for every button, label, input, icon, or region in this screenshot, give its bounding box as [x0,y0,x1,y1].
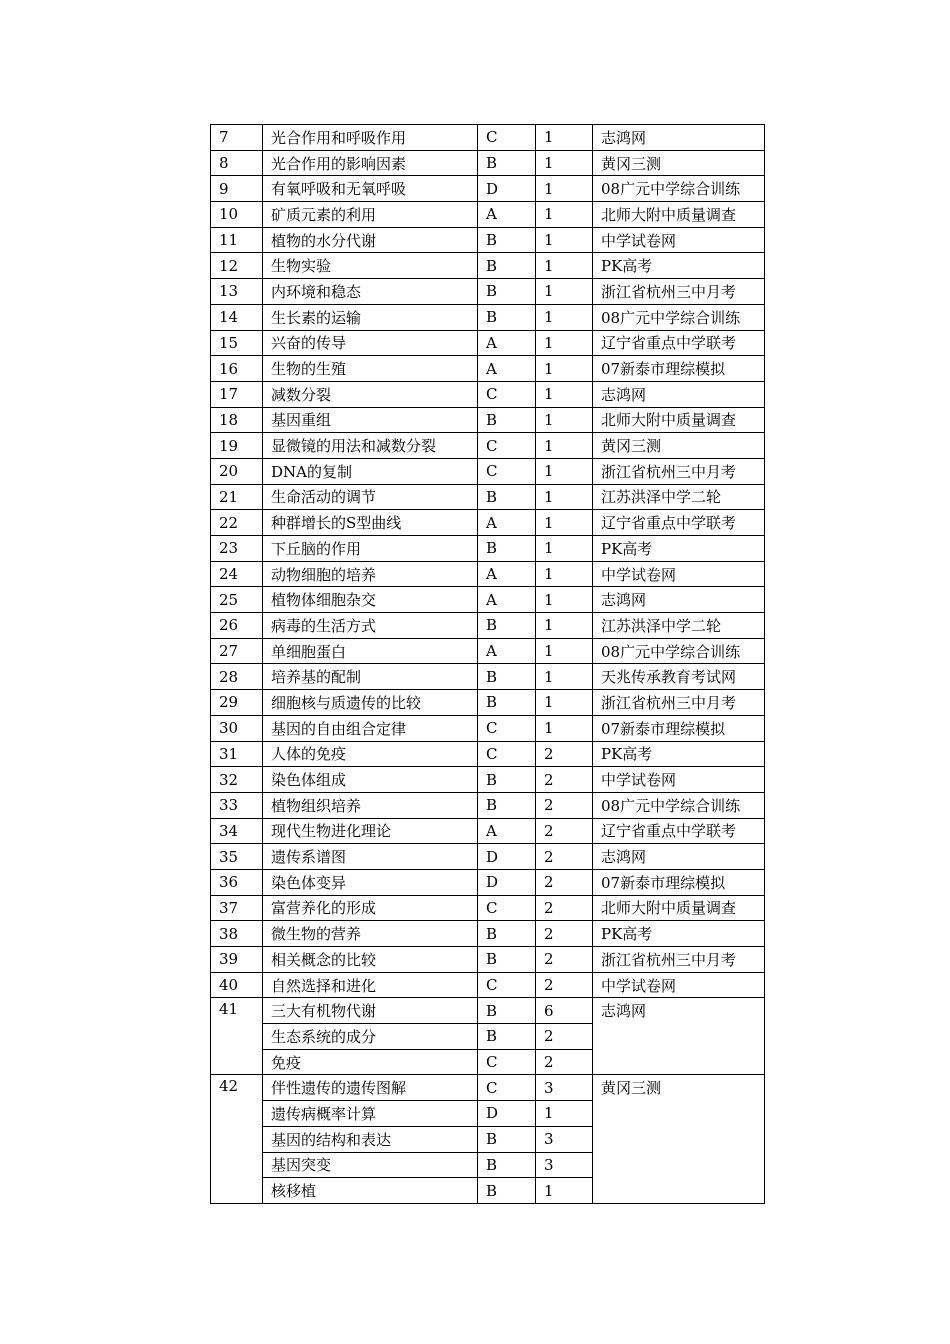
question-number-cell: 26 [211,613,263,639]
topic-cell: 基因的结构和表达 [263,1126,478,1152]
table-row [211,587,765,613]
source-cell: 江苏洪泽中学二轮 [593,484,765,510]
source-cell: 中学试卷网 [593,767,765,793]
topic-cell: 基因的自由组合定律 [263,715,478,741]
topic-cell: 免疫 [263,1049,478,1075]
source-cell: 志鸿网 [593,125,765,151]
source-cell: PK高考 [593,253,765,279]
topic-cell: 染色体组成 [263,767,478,793]
answer-cell: A [478,638,536,664]
answer-cell: B [478,407,536,433]
source-cell: 08广元中学综合训练 [593,638,765,664]
source-cell: 黄冈三测 [593,1075,765,1203]
question-number-cell: 29 [211,690,263,716]
source-cell: PK高考 [593,921,765,947]
score-cell: 1 [536,253,593,279]
table-row [211,947,765,973]
table-row [211,202,765,228]
question-number-cell: 39 [211,947,263,973]
answer-cell: D [478,869,536,895]
score-cell: 1 [536,433,593,459]
score-cell: 1 [536,613,593,639]
table-row [211,484,765,510]
source-cell: 志鸿网 [593,998,765,1075]
topic-cell: 植物的水分代谢 [263,227,478,253]
question-number-cell: 31 [211,741,263,767]
table-row [211,869,765,895]
question-number-cell: 22 [211,510,263,536]
score-cell: 1 [536,176,593,202]
topic-cell: 核移植 [263,1178,478,1204]
score-cell: 1 [536,587,593,613]
question-number-cell: 11 [211,227,263,253]
question-number-cell: 35 [211,844,263,870]
score-cell: 1 [536,150,593,176]
question-number-cell: 9 [211,176,263,202]
answer-cell: A [478,510,536,536]
table-row [211,998,765,1024]
table-row [211,381,765,407]
score-cell: 2 [536,947,593,973]
score-cell: 1 [536,484,593,510]
question-number-cell: 14 [211,304,263,330]
question-number-cell: 12 [211,253,263,279]
topic-cell: 基因重组 [263,407,478,433]
score-cell: 3 [536,1075,593,1101]
question-number-cell: 32 [211,767,263,793]
answer-cell: B [478,150,536,176]
table-row [211,279,765,305]
question-number-cell: 30 [211,715,263,741]
score-cell: 2 [536,741,593,767]
source-cell: 北师大附中质量调查 [593,895,765,921]
answer-cell: C [478,381,536,407]
topic-cell: 染色体变异 [263,869,478,895]
answer-cell: C [478,972,536,998]
source-cell: 浙江省杭州三中月考 [593,690,765,716]
answer-cell: B [478,792,536,818]
table-row [211,330,765,356]
source-cell: 北师大附中质量调查 [593,407,765,433]
question-number-cell: 13 [211,279,263,305]
topic-cell: 内环境和稳态 [263,279,478,305]
answer-cell: B [478,227,536,253]
source-cell: 08广元中学综合训练 [593,792,765,818]
question-number-cell: 10 [211,202,263,228]
source-cell: 08广元中学综合训练 [593,176,765,202]
table-row [211,715,765,741]
score-cell: 1 [536,125,593,151]
answer-cell: C [478,433,536,459]
table-row [211,844,765,870]
topic-cell: 三大有机物代谢 [263,998,478,1024]
question-table [210,124,765,1204]
source-cell: 08广元中学综合训练 [593,304,765,330]
question-number-cell: 20 [211,458,263,484]
table-row [211,561,765,587]
score-cell: 1 [536,227,593,253]
answer-cell: C [478,1049,536,1075]
question-number-cell: 8 [211,150,263,176]
answer-cell: B [478,1178,536,1204]
topic-cell: 自然选择和进化 [263,972,478,998]
source-cell: 辽宁省重点中学联考 [593,330,765,356]
score-cell: 6 [536,998,593,1024]
topic-cell: 光合作用和呼吸作用 [263,125,478,151]
source-cell: 中学试卷网 [593,972,765,998]
score-cell: 1 [536,510,593,536]
table-row [211,972,765,998]
score-cell: 1 [536,458,593,484]
question-number-cell: 25 [211,587,263,613]
score-cell: 2 [536,1024,593,1050]
score-cell: 2 [536,972,593,998]
question-table-body [211,125,765,1204]
topic-cell: 基因突变 [263,1152,478,1178]
answer-cell: D [478,176,536,202]
question-number-cell: 21 [211,484,263,510]
source-cell: 辽宁省重点中学联考 [593,510,765,536]
answer-cell: D [478,1101,536,1127]
source-cell: 浙江省杭州三中月考 [593,279,765,305]
topic-cell: 减数分裂 [263,381,478,407]
answer-cell: B [478,1152,536,1178]
answer-cell: B [478,1126,536,1152]
answer-cell: A [478,202,536,228]
topic-cell: 伴性遗传的遗传图解 [263,1075,478,1101]
table-row [211,613,765,639]
topic-cell: 动物细胞的培养 [263,561,478,587]
answer-cell: B [478,304,536,330]
topic-cell: 生物的生殖 [263,356,478,382]
question-number-cell: 18 [211,407,263,433]
score-cell: 2 [536,818,593,844]
table-row [211,253,765,279]
topic-cell: 有氧呼吸和无氧呼吸 [263,176,478,202]
table-row [211,458,765,484]
source-cell: 志鸿网 [593,587,765,613]
score-cell: 1 [536,330,593,356]
table-row [211,227,765,253]
question-number-cell: 23 [211,536,263,562]
score-cell: 1 [536,638,593,664]
score-cell: 1 [536,715,593,741]
question-number-cell: 34 [211,818,263,844]
topic-cell: 生命活动的调节 [263,484,478,510]
question-number-cell: 24 [211,561,263,587]
answer-cell: C [478,458,536,484]
source-cell: 天兆传承教育考试网 [593,664,765,690]
source-cell: PK高考 [593,741,765,767]
answer-cell: B [478,484,536,510]
source-cell: 志鸿网 [593,844,765,870]
answer-cell: C [478,741,536,767]
topic-cell: 现代生物进化理论 [263,818,478,844]
source-cell: 07新泰市理综模拟 [593,869,765,895]
topic-cell: 单细胞蛋白 [263,638,478,664]
answer-cell: B [478,536,536,562]
table-row [211,150,765,176]
question-number-cell: 38 [211,921,263,947]
answer-cell: B [478,767,536,793]
score-cell: 1 [536,202,593,228]
table-row [211,1075,765,1101]
answer-cell: B [478,664,536,690]
score-cell: 1 [536,356,593,382]
question-number-cell: 17 [211,381,263,407]
source-cell: 中学试卷网 [593,561,765,587]
topic-cell: 矿质元素的利用 [263,202,478,228]
topic-cell: 植物体细胞杂交 [263,587,478,613]
table-row [211,176,765,202]
table-row [211,125,765,151]
topic-cell: 生物实验 [263,253,478,279]
topic-cell: 兴奋的传导 [263,330,478,356]
answer-cell: C [478,1075,536,1101]
answer-cell: C [478,715,536,741]
table-row [211,818,765,844]
answer-cell: A [478,587,536,613]
table-row [211,792,765,818]
table-row [211,638,765,664]
question-number-cell: 36 [211,869,263,895]
answer-cell: A [478,561,536,587]
topic-cell: 植物组织培养 [263,792,478,818]
topic-cell: 显微镜的用法和减数分裂 [263,433,478,459]
table-row [211,895,765,921]
question-number-cell: 28 [211,664,263,690]
question-number-cell: 42 [211,1075,263,1203]
question-number-cell: 19 [211,433,263,459]
table-row [211,407,765,433]
question-number-cell: 40 [211,972,263,998]
score-cell: 3 [536,1126,593,1152]
topic-cell: 细胞核与质遗传的比较 [263,690,478,716]
score-cell: 2 [536,767,593,793]
answer-cell: B [478,1024,536,1050]
table-row [211,741,765,767]
answer-cell: B [478,998,536,1024]
source-cell: 北师大附中质量调查 [593,202,765,228]
topic-cell: 培养基的配制 [263,664,478,690]
score-cell: 1 [536,690,593,716]
question-number-cell: 15 [211,330,263,356]
answer-cell: B [478,253,536,279]
source-cell: 黄冈三测 [593,150,765,176]
score-cell: 1 [536,279,593,305]
score-cell: 1 [536,561,593,587]
score-cell: 2 [536,1049,593,1075]
question-number-cell: 16 [211,356,263,382]
answer-cell: B [478,690,536,716]
question-number-cell: 27 [211,638,263,664]
score-cell: 1 [536,664,593,690]
answer-cell: C [478,125,536,151]
table-row [211,690,765,716]
topic-cell: 病毒的生活方式 [263,613,478,639]
source-cell: 07新泰市理综模拟 [593,715,765,741]
topic-cell: 富营养化的形成 [263,895,478,921]
topic-cell: 遗传病概率计算 [263,1101,478,1127]
source-cell: 黄冈三测 [593,433,765,459]
topic-cell: 生态系统的成分 [263,1024,478,1050]
topic-cell: 遗传系谱图 [263,844,478,870]
topic-cell: 相关概念的比较 [263,947,478,973]
table-row [211,536,765,562]
score-cell: 2 [536,921,593,947]
source-cell: 志鸿网 [593,381,765,407]
question-number-cell: 7 [211,125,263,151]
answer-cell: D [478,844,536,870]
answer-cell: C [478,895,536,921]
source-cell: 07新泰市理综模拟 [593,356,765,382]
score-cell: 3 [536,1152,593,1178]
score-cell: 2 [536,895,593,921]
answer-cell: B [478,947,536,973]
table-row [211,356,765,382]
table-row [211,510,765,536]
table-row [211,433,765,459]
table-row [211,767,765,793]
answer-cell: A [478,818,536,844]
question-number-cell: 41 [211,998,263,1075]
topic-cell: 下丘脑的作用 [263,536,478,562]
topic-cell: 种群增长的S型曲线 [263,510,478,536]
table-row [211,304,765,330]
score-cell: 1 [536,304,593,330]
table-row [211,921,765,947]
source-cell: 浙江省杭州三中月考 [593,947,765,973]
score-cell: 1 [536,381,593,407]
score-cell: 1 [536,536,593,562]
topic-cell: 光合作用的影响因素 [263,150,478,176]
score-cell: 2 [536,792,593,818]
topic-cell: DNA的复制 [263,458,478,484]
table-row [211,664,765,690]
topic-cell: 微生物的营养 [263,921,478,947]
answer-cell: A [478,330,536,356]
answer-cell: B [478,613,536,639]
score-cell: 2 [536,869,593,895]
answer-cell: B [478,279,536,305]
score-cell: 2 [536,844,593,870]
source-cell: 中学试卷网 [593,227,765,253]
source-cell: PK高考 [593,536,765,562]
topic-cell: 人体的免疫 [263,741,478,767]
answer-cell: A [478,356,536,382]
topic-cell: 生长素的运输 [263,304,478,330]
source-cell: 浙江省杭州三中月考 [593,458,765,484]
question-number-cell: 37 [211,895,263,921]
answer-cell: B [478,921,536,947]
score-cell: 1 [536,1101,593,1127]
source-cell: 江苏洪泽中学二轮 [593,613,765,639]
question-number-cell: 33 [211,792,263,818]
score-cell: 1 [536,407,593,433]
score-cell: 1 [536,1178,593,1204]
source-cell: 辽宁省重点中学联考 [593,818,765,844]
